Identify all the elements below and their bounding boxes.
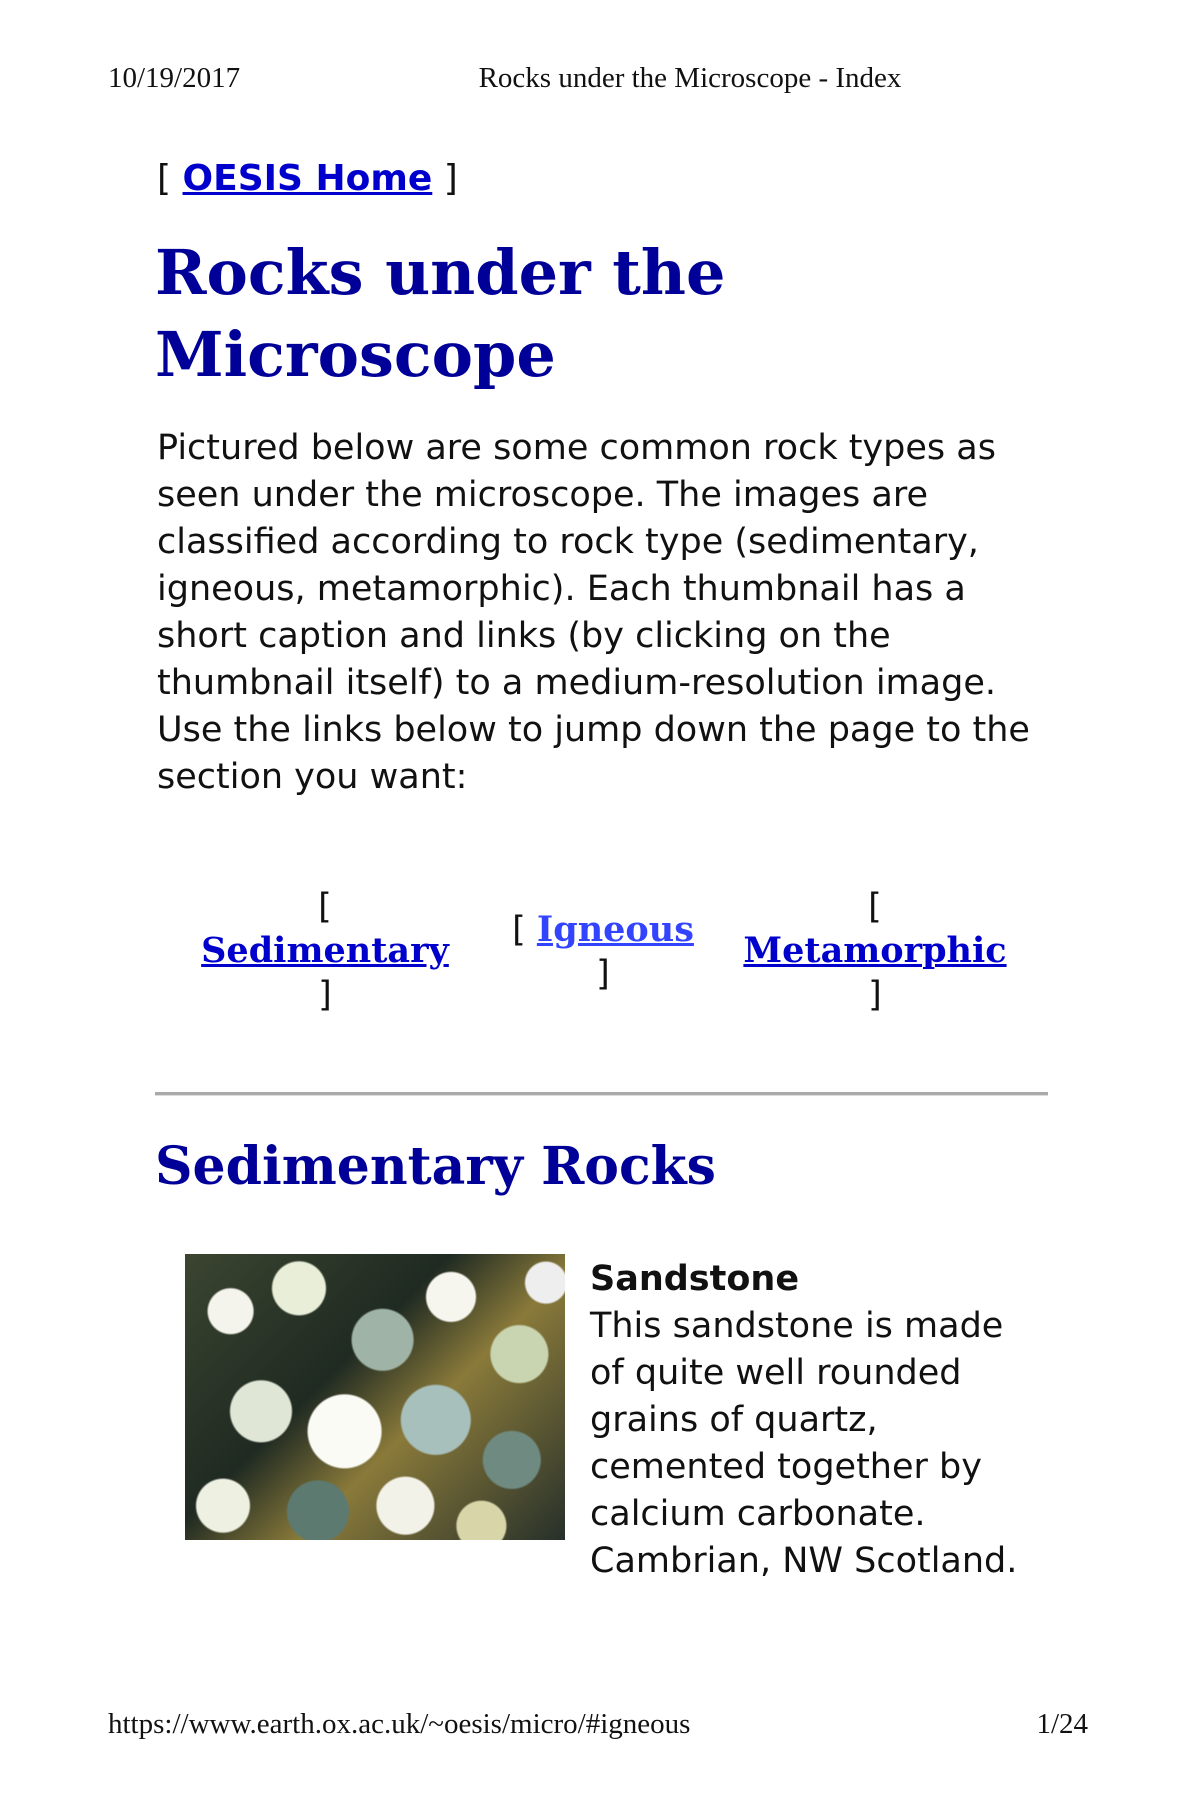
- section-heading-sedimentary: Sedimentary Rocks: [155, 1136, 716, 1197]
- bracket: ]: [432, 158, 458, 199]
- sandstone-thumbnail[interactable]: [185, 1254, 565, 1540]
- page-title: Rocks under the Microscope: [155, 236, 726, 391]
- oesis-home-link[interactable]: OESIS Home: [182, 158, 433, 199]
- nav-igneous: [488, 908, 718, 996]
- sandstone-caption: [590, 1256, 1030, 1585]
- sample-caption: This sandstone is made of quite well rounded grains of quartz, cemented together by calcium carbonate. Cambrian, NW Scotland.: [590, 1306, 1018, 1581]
- page-number: 1/24: [1036, 1708, 1088, 1740]
- sedimentary-link[interactable]: Sedimentary: [201, 930, 449, 971]
- divider: [155, 1092, 1048, 1096]
- bracket: ]: [596, 954, 610, 994]
- print-title: Rocks under the Microscope - Index: [478, 62, 902, 94]
- metamorphic-link[interactable]: Metamorphic: [743, 930, 1007, 971]
- bracket: [: [318, 887, 332, 927]
- bracket: [: [157, 158, 183, 199]
- print-url: https://www.earth.ox.ac.uk/~oesis/micro/#igneous: [108, 1708, 691, 1740]
- nav-metamorphic: [730, 885, 1020, 1017]
- sample-name: Sandstone: [590, 1259, 800, 1299]
- bracket: ]: [868, 975, 882, 1015]
- nav-sedimentary: [180, 885, 470, 1017]
- igneous-link[interactable]: Igneous: [536, 909, 694, 950]
- print-date: 10/19/2017: [108, 62, 241, 94]
- intro-paragraph: Pictured below are some common rock types as seen under the microscope. The images are classified according to rock type (sedimentary, igneous, metamorphic). Each thumbnail has a short caption and links (by clicking on the thumbnail itself) to a medium-resolution image. Use the links below to jump down the page to the section you want:: [157, 428, 1030, 797]
- bracket: ]: [318, 975, 332, 1015]
- home-link-container: [157, 158, 458, 199]
- bracket: [: [868, 887, 882, 927]
- bracket: [: [512, 910, 526, 950]
